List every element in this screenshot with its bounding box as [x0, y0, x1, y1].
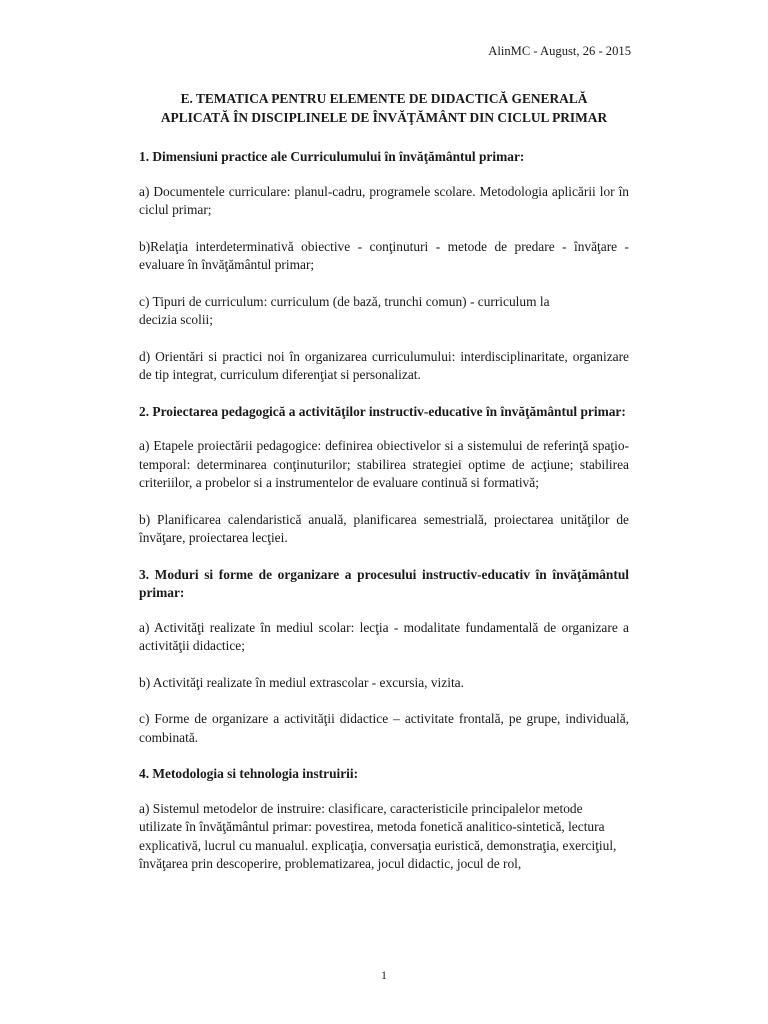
section-3-paragraph-b: b) Activităţi realizate în mediul extrascolar - excursia, vizita. [139, 674, 464, 690]
title-line-1: E. TEMATICA PENTRU ELEMENTE DE DIDACTICĂ GENERALĂ [180, 91, 588, 106]
section-1-paragraph-c: c) Tipuri de curriculum: curriculum (de bază, trunchi comun) - curriculum la decizia scolii; [139, 293, 550, 327]
section-1-paragraph-b: b)Relaţia interdeterminativă obiective - conţinuturi - metode de predare - învăţare - evaluare în învăţământul primar; [139, 238, 629, 272]
section-2-paragraph-a: a) Etapele proiectării pedagogice: definirea obiectivelor si a sistemului de referinţă spaţio-temporal: determinarea conţinuturilor; stabilirea strategiei optime de acţiune; stabilirea criteriilor, a probelor si a instrumentelor de evaluare continuă si formativă; [139, 438, 629, 490]
section-heading-3: 3. Moduri si forme de organizare a procesului instructiv-educativ în învăţământul primar: [139, 566, 629, 600]
section-heading-4: 4. Metodologia si tehnologia instruirii: [139, 766, 359, 781]
document-title [139, 90, 629, 127]
section-3-paragraph-a: a) Activităţi realizate în mediul scolar: lecţia - modalitate fundamentală de organizare a activităţii didactice; [139, 619, 629, 653]
section-4-paragraph-a: a) Sistemul metodelor de instruire: clasificare, caracteristicile principalelor metode utilizate în învăţământul primar: povestirea, metoda fonetică analitico-sintetică, lectura explicativă, lucrul cu manualul. explicaţia, conversaţia euristică, demonstraţia, exerciţiul, învăţarea prin descoperire, problematizarea, jocul didactic, jocul de rol, [139, 800, 617, 871]
section-1-paragraph-d: d) Orientări si practici noi în organizarea curriculumului: interdisciplinaritate, organizare de tip integrat, curriculum diferenţiat si personalizat. [139, 348, 629, 382]
header-meta: AlinMC - August, 26 - 2015 [488, 44, 631, 58]
section-heading-1: 1. Dimensiuni practice ale Curriculumului în învăţământul primar: [139, 149, 525, 164]
page-number: 1 [381, 970, 387, 982]
document-body [139, 148, 629, 874]
section-1-paragraph-a: a) Documentele curriculare: planul-cadru, programele scolare. Metodologia aplicării lor în ciclul primar; [139, 183, 629, 217]
section-heading-2: 2. Proiectarea pedagogică a activităţilor instructiv-educative în învăţământul primar: [139, 403, 626, 419]
section-3-paragraph-c: c) Forme de organizare a activităţii didactice – activitate frontală, pe grupe, individuală, combinată. [139, 711, 629, 745]
title-line-2: APLICATĂ ÎN DISCIPLINELE DE ÎNVĂŢĂMÂNT DIN CICLUL PRIMAR [160, 109, 608, 125]
section-2-paragraph-b: b) Planificarea calendaristică anuală, planificarea semestrială, proiectarea unităţilor de învăţare, proiectarea lecţiei. [139, 511, 629, 545]
